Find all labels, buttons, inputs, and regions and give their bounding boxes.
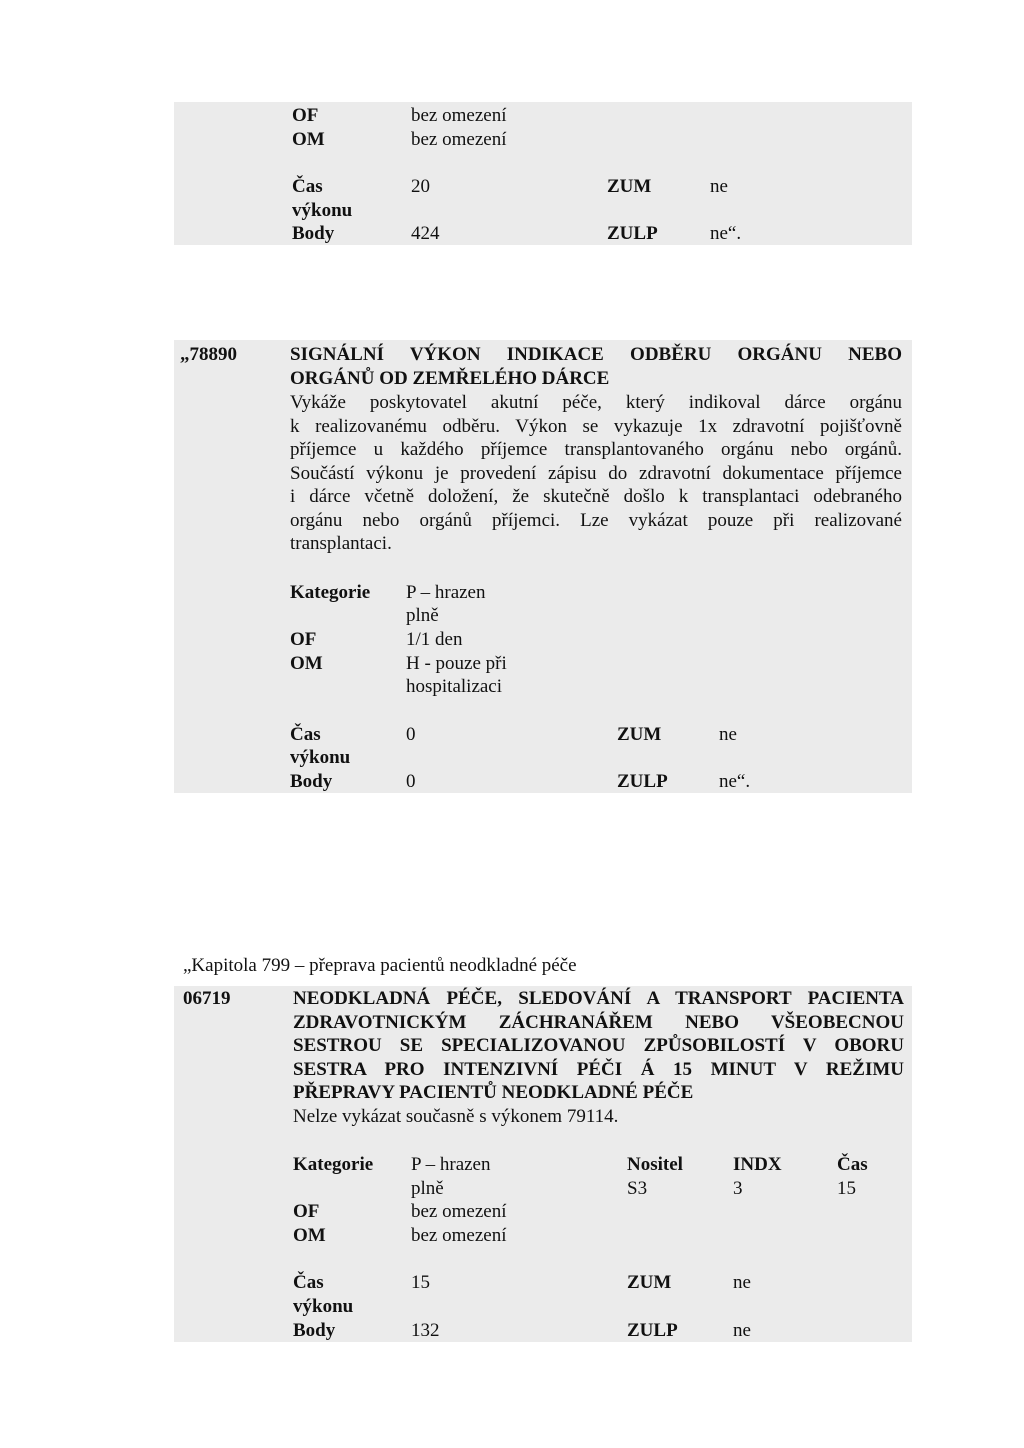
- block3-zulp-value: ne: [733, 1320, 751, 1341]
- block3-kategorie-value: P – hrazen: [411, 1154, 491, 1175]
- block2-zulp-value: ne“.: [719, 771, 751, 792]
- block3-title-line: NEODKLADNÁ PÉČE, SLEDOVÁNÍ A TRANSPORT PACIENTA: [293, 988, 904, 1009]
- block2-of-label: OF: [290, 629, 317, 650]
- block2-desc-line: příjemce u každého příjemce transplantovaného orgánu nebo orgánů.: [290, 439, 902, 460]
- block3-body-label: Body: [293, 1320, 336, 1341]
- chapter-heading: „Kapitola 799 – přeprava pacientů neodkladné péče: [183, 955, 577, 976]
- block3-cas-top-label: Čas: [837, 1154, 868, 1175]
- block3-of-label: OF: [293, 1201, 320, 1222]
- block3-title: [293, 987, 904, 1105]
- block3-cas-top-value: 15: [837, 1178, 856, 1199]
- block3-body-value: 132: [411, 1320, 440, 1341]
- block2-kategorie-label: Kategorie: [290, 582, 371, 603]
- block2-desc-line: transplantaci.: [290, 533, 392, 554]
- block3-code: 06719: [183, 988, 231, 1009]
- block1-cas-value: 20: [411, 176, 430, 197]
- block1-zulp-label: ZULP: [607, 223, 658, 244]
- block2-om-value-2: hospitalizaci: [406, 676, 503, 697]
- block2-om-label: OM: [290, 653, 323, 674]
- block1-zum-value: ne: [710, 176, 728, 197]
- block2-title-line: ORGÁNŮ OD ZEMŘELÉHO DÁRCE: [290, 367, 610, 389]
- block2-cas-value: 0: [406, 724, 416, 745]
- block3-of-value: bez omezení: [411, 1201, 507, 1222]
- block3-title-line: PŘEPRAVY PACIENTŮ NEODKLADNÉ PÉČE: [293, 1082, 694, 1103]
- block2-om-value: H - pouze při: [406, 653, 507, 674]
- block3-cas-label: Čas: [293, 1272, 324, 1293]
- block2-desc-line: orgánu nebo orgánů příjemci. Lze vykázat pouze při realizované: [290, 509, 902, 531]
- block1-box: [174, 102, 912, 245]
- block2-kategorie-value-2: plně: [406, 605, 439, 626]
- block1-body-label: Body: [292, 223, 335, 244]
- block1-of-label: OF: [292, 105, 319, 126]
- block2-desc-line: i dárce včetně doložení, že skutečně došlo k transplantaci odebraného: [290, 486, 902, 507]
- block1-cas-label: Čas: [292, 176, 323, 197]
- block2-description: [290, 391, 902, 556]
- block3-kategorie-value-2: plně: [411, 1178, 444, 1199]
- block1-cas-label-2: výkonu: [292, 200, 353, 221]
- block3-om-label: OM: [293, 1225, 326, 1246]
- block2-cas-label: Čas: [290, 724, 321, 745]
- block3-title-line: SESTRA PRO INTENZIVNÍ PÉČI Á 15 MINUT V REŽIMU: [293, 1058, 904, 1080]
- block1-of-value: bez omezení: [411, 105, 507, 126]
- block3-title-line: ZDRAVOTNICKÝM ZÁCHRANÁŘEM NEBO VŠEOBECNOU: [293, 1011, 904, 1033]
- block1-zulp-value: ne“.: [710, 223, 742, 244]
- block2-title-line: SIGNÁLNÍ VÝKON INDIKACE ODBĚRU ORGÁNU NEBO: [290, 344, 902, 365]
- block3-zulp-label: ZULP: [627, 1320, 678, 1341]
- block2-zum-label: ZUM: [617, 724, 662, 745]
- block3-om-value: bez omezení: [411, 1225, 507, 1246]
- block2-title: [290, 343, 902, 390]
- block2-code: „78890: [180, 344, 237, 365]
- block2-desc-line: Vykáže poskytovatel akutní péče, který indikoval dárce orgánu: [290, 392, 902, 413]
- block2-zulp-label: ZULP: [617, 771, 668, 792]
- block3-zum-value: ne: [733, 1272, 751, 1293]
- block3-indx-label: INDX: [733, 1154, 782, 1175]
- block3-cas-value: 15: [411, 1272, 430, 1293]
- block2-of-value: 1/1 den: [406, 629, 463, 650]
- block2-zum-value: ne: [719, 724, 737, 745]
- block2-desc-line: k realizovanému odběru. Výkon se vykazuje 1x zdravotní pojišťovně: [290, 415, 902, 437]
- block3-indx-value: 3: [733, 1178, 743, 1199]
- block1-om-label: OM: [292, 129, 325, 150]
- block2-kategorie-value: P – hrazen: [406, 582, 486, 603]
- block1-zum-label: ZUM: [607, 176, 652, 197]
- block3-nositel-value: S3: [627, 1178, 648, 1199]
- block2-body-value: 0: [406, 771, 416, 792]
- block3-nositel-label: Nositel: [627, 1154, 683, 1175]
- block2-desc-line: Součástí výkonu je provedení zápisu do zdravotní dokumentace příjemce: [290, 462, 902, 484]
- block3-cas-label-2: výkonu: [293, 1296, 354, 1317]
- block2-cas-label-2: výkonu: [290, 747, 351, 768]
- block3-kategorie-label: Kategorie: [293, 1154, 374, 1175]
- block2-body-label: Body: [290, 771, 333, 792]
- block1-om-value: bez omezení: [411, 129, 507, 150]
- block3-title-line: SESTROU SE SPECIALIZOVANOU ZPŮSOBILOSTÍ V OBORU: [293, 1035, 904, 1056]
- block1-body-value: 424: [411, 223, 440, 244]
- block3-note: Nelze vykázat současně s výkonem 79114.: [293, 1106, 619, 1127]
- block3-zum-label: ZUM: [627, 1272, 672, 1293]
